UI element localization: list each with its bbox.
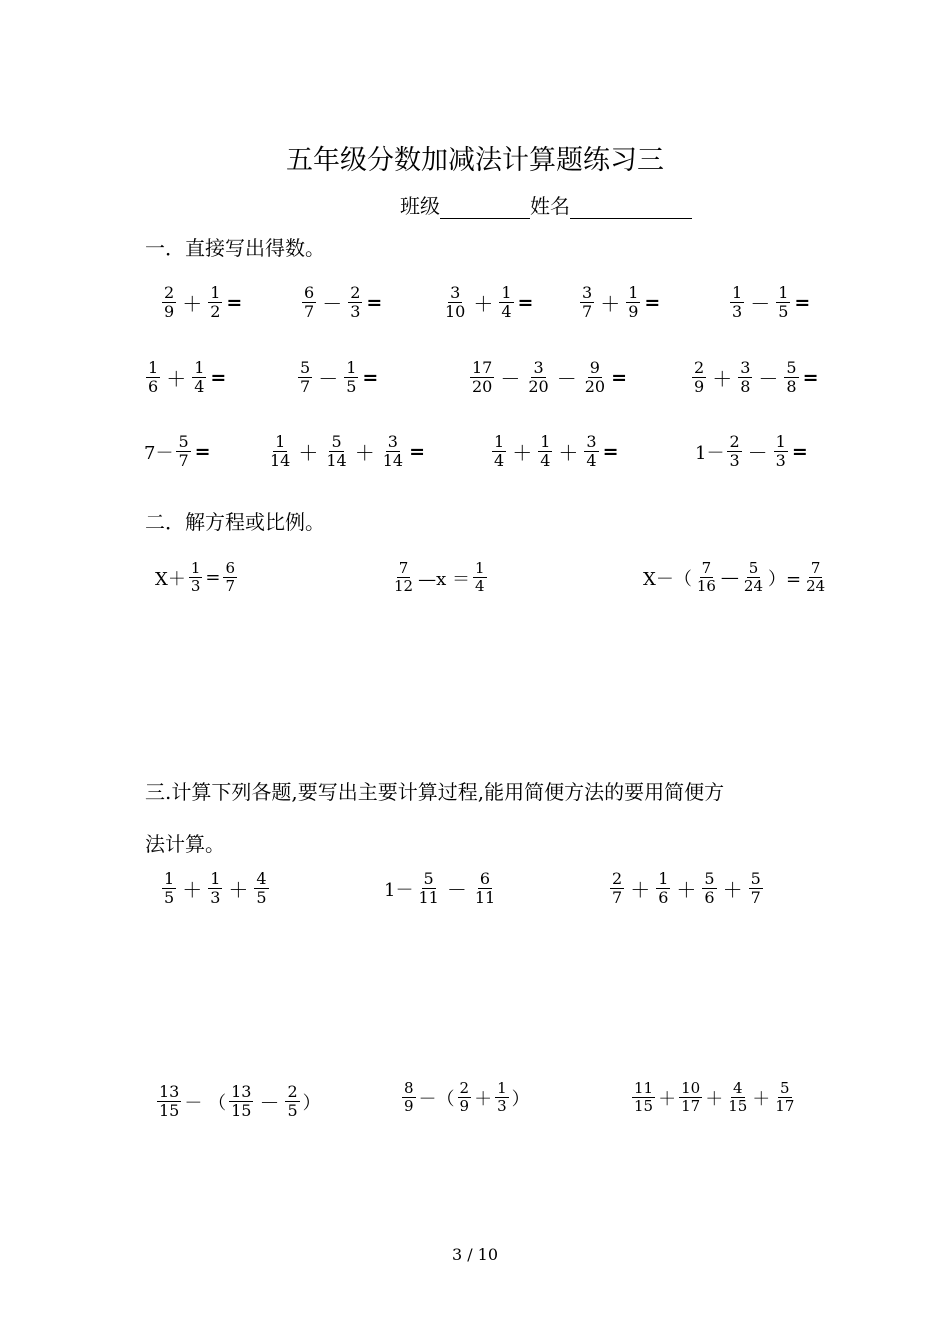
fraction	[495, 1080, 509, 1116]
s1-problem	[266, 433, 425, 471]
denominator: 3	[775, 451, 786, 471]
fraction	[742, 560, 765, 596]
expression-text: —x ＝	[418, 568, 470, 590]
numerator: 1	[497, 1079, 507, 1097]
class-label: 班级	[400, 194, 440, 218]
expression-text: X－（	[643, 568, 692, 590]
denominator: 7	[612, 888, 623, 908]
fraction	[324, 433, 348, 471]
denominator: 7	[178, 451, 189, 471]
equals-sign: =	[602, 440, 619, 463]
numerator: 7	[701, 559, 712, 577]
s1-problem	[300, 284, 382, 322]
expression-text: 1－	[695, 442, 725, 464]
denominator: 3	[729, 451, 740, 471]
operator: ＋	[630, 878, 651, 903]
numerator: 1	[540, 432, 551, 451]
s2-equation	[154, 560, 239, 596]
operator: ＋	[473, 292, 494, 317]
operator: －	[318, 367, 339, 392]
operator: ＋	[600, 292, 621, 317]
equals-sign: =	[802, 366, 819, 389]
denominator: 15	[159, 1101, 180, 1121]
section3-heading-line1: 三.计算下列各题,要写出主要计算过程,能用简便方法的要用简便方	[145, 780, 725, 804]
s1-problem	[160, 284, 242, 322]
denominator: 16	[696, 577, 716, 596]
operator: ＋	[676, 878, 697, 903]
s3-problem	[608, 870, 765, 908]
equals-sign: =	[611, 366, 627, 389]
denominator: 4	[540, 451, 551, 471]
numerator: 1	[210, 869, 221, 888]
fraction	[189, 560, 203, 596]
equals-sign: =	[409, 440, 425, 463]
numerator: 5	[300, 358, 311, 377]
s2-equation	[642, 560, 829, 596]
numerator: 4	[256, 869, 267, 888]
fraction	[416, 870, 440, 908]
denominator: 20	[528, 377, 549, 397]
denominator: 6	[658, 888, 669, 908]
numerator: 1	[658, 869, 669, 888]
fraction	[470, 359, 494, 397]
class-blank	[440, 196, 530, 219]
fraction	[580, 284, 594, 322]
denominator: 10	[445, 302, 466, 322]
fraction	[392, 560, 415, 596]
numerator: 1	[732, 283, 743, 302]
fraction	[473, 560, 487, 596]
fraction	[192, 359, 206, 397]
operator: －	[747, 441, 768, 466]
fraction	[610, 870, 624, 908]
denominator: 12	[394, 577, 414, 596]
fraction	[146, 359, 160, 397]
denominator: 4	[474, 577, 485, 596]
numerator: 1	[190, 559, 201, 577]
fraction	[784, 359, 798, 397]
numerator: 9	[589, 358, 600, 377]
fraction	[584, 433, 598, 471]
denominator: 11	[474, 888, 496, 908]
fraction	[626, 284, 640, 322]
expression-text: ）	[302, 1092, 321, 1114]
numerator: 6	[225, 559, 236, 577]
denominator: 5	[346, 377, 357, 397]
denominator: 7	[582, 302, 593, 322]
s1-problem	[143, 433, 211, 471]
denominator: 3	[732, 302, 743, 322]
operator: ＋	[182, 878, 203, 903]
s1-problem	[578, 284, 660, 322]
fraction	[229, 1083, 253, 1121]
numerator: 7	[398, 559, 409, 577]
denominator: 9	[164, 302, 175, 322]
s3-problem	[160, 870, 271, 908]
numerator: 2	[459, 1079, 470, 1097]
numerator: 7	[810, 559, 821, 577]
s1-problem	[441, 284, 533, 322]
s3-problem	[400, 1080, 531, 1116]
denominator: 14	[326, 451, 347, 471]
s1-problem	[690, 359, 818, 397]
expression-text: ＋	[474, 1088, 493, 1110]
fraction	[473, 870, 497, 908]
denominator: 11	[418, 888, 439, 908]
equals-sign: =	[194, 440, 211, 463]
numerator: 1	[164, 869, 175, 888]
denominator: 7	[304, 302, 315, 322]
section2-heading: 二．解方程或比例。	[145, 510, 325, 534]
numerator: 1	[275, 432, 286, 451]
denominator: 3	[210, 888, 221, 908]
numerator: 2	[612, 869, 623, 888]
expression-text: 1－	[384, 879, 414, 901]
fraction	[208, 284, 222, 322]
denominator: 20	[584, 377, 606, 397]
denominator: 3	[350, 302, 361, 322]
denominator: 15	[231, 1101, 252, 1121]
numerator: 1	[778, 283, 789, 302]
numerator: 1	[628, 283, 639, 302]
numerator: 2	[694, 358, 705, 377]
fraction	[726, 1080, 749, 1116]
operator: ＋	[166, 367, 187, 392]
s2-equation	[390, 560, 489, 596]
denominator: 9	[404, 1097, 414, 1116]
student-info	[400, 190, 692, 219]
equals-sign: =	[794, 291, 811, 314]
fraction	[458, 1080, 472, 1116]
numerator: 2	[729, 432, 740, 451]
fraction	[162, 284, 176, 322]
numerator: 10	[681, 1079, 701, 1097]
fraction	[774, 433, 788, 471]
numerator: 4	[732, 1079, 743, 1097]
operator: ＋	[298, 441, 319, 466]
equals-sign: =	[210, 366, 227, 389]
denominator: 17	[775, 1097, 795, 1116]
denominator: 5	[164, 888, 175, 908]
fraction	[285, 1083, 299, 1121]
fraction	[402, 1080, 416, 1116]
numerator: 6	[304, 283, 315, 302]
expression-text: 7－	[144, 442, 174, 464]
s3-problem	[630, 1080, 798, 1116]
denominator: 14	[382, 451, 404, 471]
s1-problem	[694, 433, 808, 471]
denominator: 17	[681, 1097, 701, 1116]
expression-text: ＋	[705, 1088, 724, 1110]
numerator: 3	[450, 283, 461, 302]
operator: ＋	[712, 367, 733, 392]
fraction	[348, 284, 362, 322]
fraction	[583, 359, 607, 397]
denominator: 4	[494, 451, 505, 471]
denominator: 9	[628, 302, 639, 322]
operator: －	[259, 1091, 280, 1116]
operator: ＋	[354, 441, 375, 466]
expression-text: —	[720, 567, 739, 589]
fraction	[499, 284, 513, 322]
operator: －	[322, 292, 343, 317]
numerator: 5	[331, 432, 342, 451]
denominator: 8	[740, 377, 751, 397]
fraction	[298, 359, 312, 397]
page-number: 3 / 10	[451, 1245, 499, 1264]
numerator: 5	[786, 358, 797, 377]
fraction	[162, 870, 176, 908]
denominator: 15	[728, 1097, 748, 1116]
operator: ＋	[722, 878, 743, 903]
denominator: 9	[694, 377, 705, 397]
numerator: 13	[159, 1082, 180, 1101]
operator: －	[500, 367, 521, 392]
page-title: 五年级分数加减法计算题练习三	[286, 145, 664, 176]
expression-text: ＋	[752, 1088, 771, 1110]
numerator: 5	[423, 869, 434, 888]
denominator: 6	[148, 377, 159, 397]
numerator: 1	[474, 559, 485, 577]
numerator: 5	[704, 869, 715, 888]
fraction	[268, 433, 292, 471]
denominator: 5	[287, 1101, 298, 1121]
equals-sign: =	[644, 291, 661, 314]
denominator: 24	[806, 577, 826, 596]
numerator: 3	[586, 432, 597, 451]
expression-text: －（	[418, 1088, 455, 1110]
fraction	[727, 433, 741, 471]
denominator: 9	[459, 1097, 470, 1116]
fraction	[538, 433, 552, 471]
fraction	[526, 359, 550, 397]
numerator: 5	[780, 1079, 790, 1097]
fraction	[176, 433, 190, 471]
denominator: 8	[786, 377, 797, 397]
numerator: 2	[350, 283, 361, 302]
fraction	[679, 1080, 702, 1116]
s1-problem	[144, 359, 226, 397]
s1-problem	[296, 359, 378, 397]
denominator: 14	[270, 451, 291, 471]
denominator: 15	[634, 1097, 654, 1116]
numerator: 17	[472, 358, 493, 377]
numerator: 1	[346, 358, 357, 377]
numerator: 5	[748, 559, 759, 577]
expression-text: ）=	[768, 568, 802, 590]
numerator: 8	[404, 1079, 414, 1097]
operator: ＋	[228, 878, 249, 903]
denominator: 3	[190, 577, 201, 596]
fraction	[443, 284, 467, 322]
fraction	[344, 359, 358, 397]
equals-sign: =	[226, 291, 243, 314]
s1-problem	[468, 359, 627, 397]
fraction	[692, 359, 706, 397]
expression-text: ＋	[658, 1088, 677, 1110]
fraction	[773, 1080, 796, 1116]
denominator: 2	[210, 302, 221, 322]
equals-sign: =	[366, 291, 383, 314]
s1-problem	[490, 433, 618, 471]
expression-text: ）	[511, 1088, 530, 1110]
numerator: 1	[775, 432, 786, 451]
denominator: 7	[300, 377, 311, 397]
denominator: 4	[194, 377, 205, 397]
numerator: 3	[740, 358, 751, 377]
numerator: 13	[231, 1082, 252, 1101]
denominator: 7	[750, 888, 761, 908]
fraction	[254, 870, 268, 908]
numerator: 3	[582, 283, 593, 302]
fraction	[208, 870, 222, 908]
fraction	[302, 284, 316, 322]
operator: －	[446, 878, 467, 903]
operator: －	[750, 292, 771, 317]
operator: －	[556, 367, 577, 392]
fraction	[702, 870, 716, 908]
denominator: 4	[501, 302, 512, 322]
numerator: 2	[287, 1082, 298, 1101]
operator: ＋	[182, 292, 203, 317]
denominator: 3	[497, 1097, 507, 1116]
equals-sign: =	[791, 440, 808, 463]
denominator: 5	[778, 302, 789, 322]
fraction	[730, 284, 744, 322]
fraction	[223, 560, 237, 596]
numerator: 5	[178, 432, 189, 451]
expression-text: =	[205, 567, 221, 589]
fraction	[157, 1083, 181, 1121]
equals-sign: =	[362, 366, 379, 389]
fraction	[749, 870, 763, 908]
fraction	[492, 433, 506, 471]
fraction	[804, 560, 827, 596]
s3-problem	[383, 870, 499, 908]
s1-problem	[728, 284, 810, 322]
denominator: 7	[225, 577, 236, 596]
numerator: 5	[750, 869, 761, 888]
numerator: 3	[387, 432, 398, 451]
operator: ＋	[512, 441, 533, 466]
section3-heading-line2: 法计算。	[145, 832, 225, 856]
fraction	[381, 433, 405, 471]
fraction	[632, 1080, 655, 1116]
numerator: 2	[164, 283, 175, 302]
operator: －	[758, 367, 779, 392]
denominator: 5	[256, 888, 267, 908]
numerator: 1	[148, 358, 159, 377]
numerator: 6	[479, 869, 491, 888]
numerator: 3	[533, 358, 544, 377]
numerator: 1	[494, 432, 505, 451]
fraction	[776, 284, 790, 322]
denominator: 20	[472, 377, 493, 397]
name-label: 姓名	[530, 194, 570, 218]
s3-problem	[155, 1083, 322, 1121]
denominator: 6	[704, 888, 715, 908]
expression-text: － （	[184, 1092, 227, 1114]
equals-sign: =	[517, 291, 534, 314]
section1-heading: 一．直接写出得数。	[145, 236, 325, 260]
fraction	[738, 359, 752, 397]
numerator: 1	[210, 283, 221, 302]
denominator: 4	[586, 451, 597, 471]
numerator: 1	[194, 358, 205, 377]
numerator: 1	[501, 283, 512, 302]
fraction	[656, 870, 670, 908]
denominator: 24	[743, 577, 764, 596]
expression-text: X＋	[155, 568, 186, 590]
fraction	[695, 560, 718, 596]
operator: ＋	[558, 441, 579, 466]
name-blank	[570, 196, 692, 219]
numerator: 11	[634, 1079, 654, 1097]
